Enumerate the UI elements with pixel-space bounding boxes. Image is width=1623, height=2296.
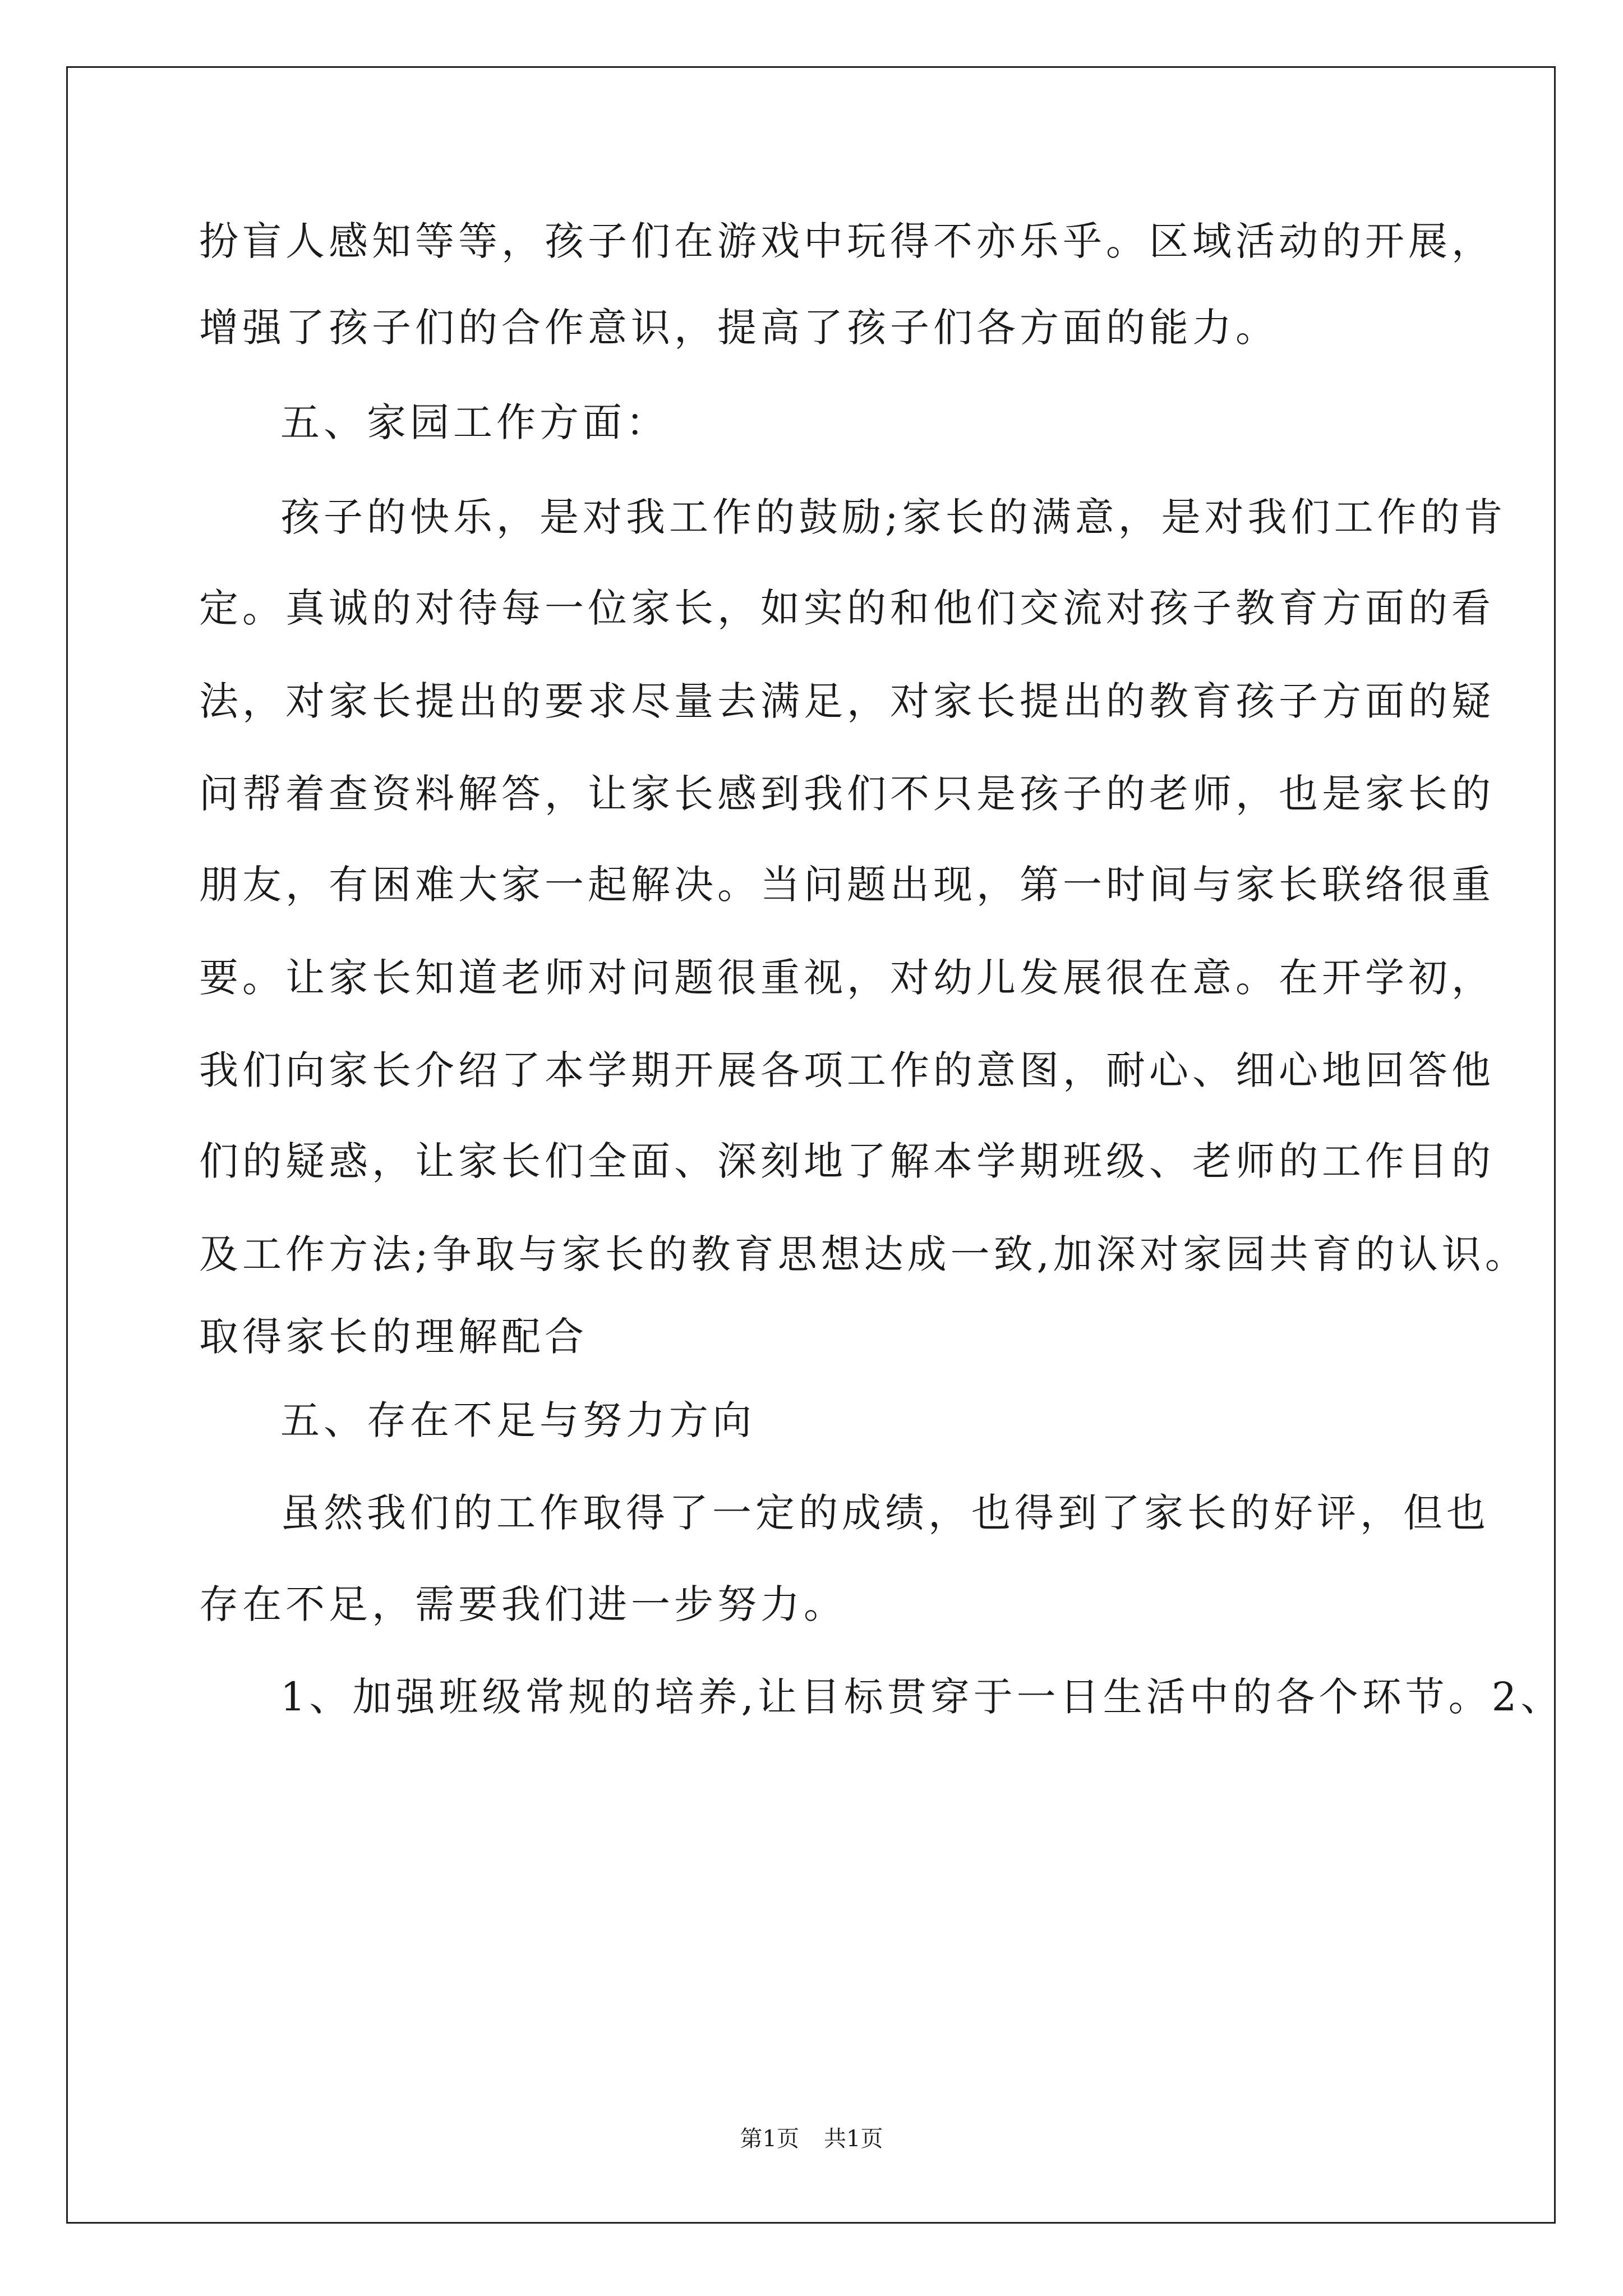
text-line: 法，对家长提出的要求尽量去满足，对家长提出的教育孩子方面的疑 <box>199 678 1495 724</box>
text-line: 及工作方法;争取与家长的教育思想达成一致,加深对家园共育的认识。 <box>199 1231 1528 1277</box>
text-line: 存在不足，需要我们进一步努力。 <box>199 1581 847 1627</box>
text-line: 定。真诚的对待每一位家长，如实的和他们交流对孩子教育方面的看 <box>199 585 1495 631</box>
page-number-current: 第1页 <box>740 2126 799 2152</box>
text-line: 我们向家长介绍了本学期开展各项工作的意图，耐心、细心地回答他 <box>199 1047 1495 1093</box>
text-line: 问帮着查资料解答，让家长感到我们不只是孩子的老师，也是家长的 <box>199 771 1495 817</box>
text-line: 要。让家长知道老师对问题很重视，对幼儿发展很在意。在开学初， <box>199 955 1495 1001</box>
text-line: 朋友，有困难大家一起解决。当问题出现，第一时间与家长联络很重 <box>199 862 1495 908</box>
text-line: 扮盲人感知等等，孩子们在游戏中玩得不亦乐乎。区域活动的开展， <box>199 218 1495 264</box>
page-footer <box>0 2125 1623 2153</box>
text-line: 增强了孩子们的合作意识，提高了孩子们各方面的能力。 <box>199 305 1279 351</box>
text-line: 1、加强班级常规的培养,让目标贯穿于一日生活中的各个环节。2、 <box>280 1674 1564 1720</box>
section-heading: 五、存在不足与努力方向 <box>280 1397 755 1443</box>
page-number-total: 共1页 <box>824 2126 883 2152</box>
text-line: 们的疑惑，让家长们全面、深刻地了解本学期班级、老师的工作目的 <box>199 1138 1495 1184</box>
section-heading: 五、家园工作方面： <box>280 399 669 445</box>
text-line: 孩子的快乐，是对我工作的鼓励;家长的满意，是对我们工作的肯 <box>280 494 1507 540</box>
text-line: 虽然我们的工作取得了一定的成绩，也得到了家长的好评，但也 <box>280 1490 1490 1536</box>
text-line: 取得家长的理解配合 <box>199 1314 588 1360</box>
